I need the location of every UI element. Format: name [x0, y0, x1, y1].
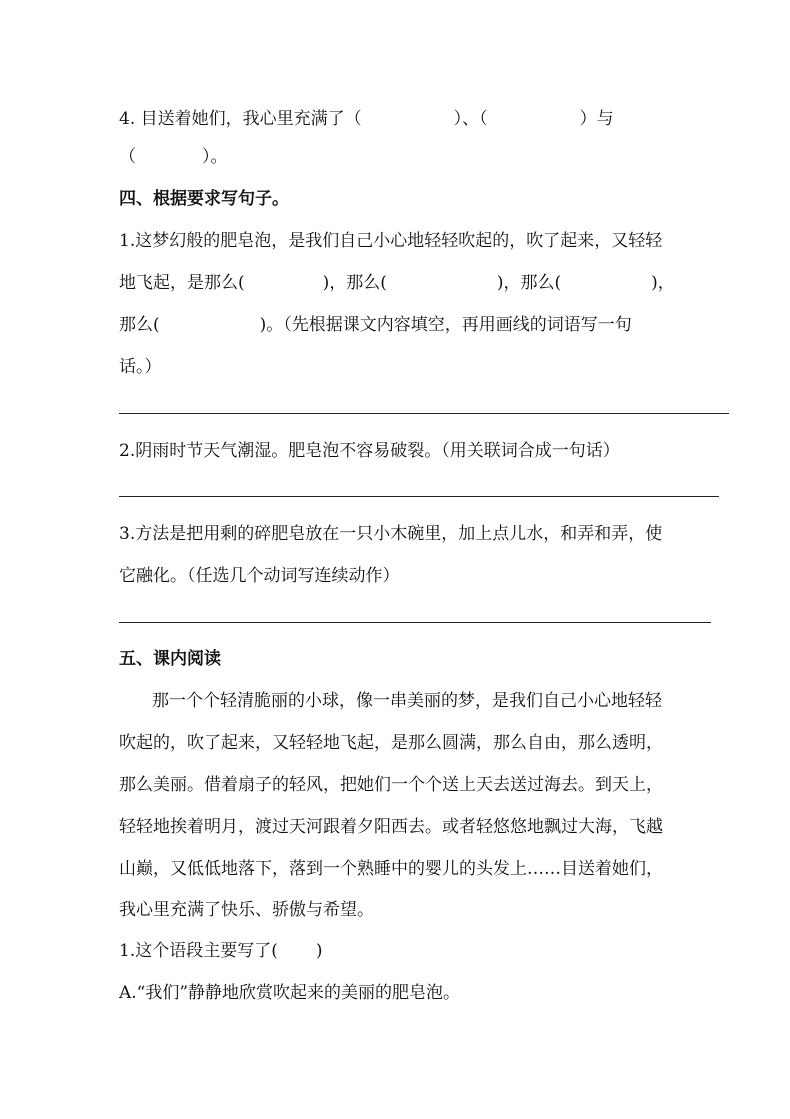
- passage-line-6: 我心里充满了快乐、骄傲与希望。: [119, 900, 374, 920]
- q4-text-close: ）。: [202, 147, 228, 167]
- s4-q1-text-f: )。（先根据课文内容填空，再用画线的词语写一句: [259, 315, 632, 335]
- s4-q3-line-2: 它融化。（任选几个动词写连续动作）: [119, 566, 400, 586]
- s4-q2-text: 2.阴雨时节天气潮湿。肥皂泡不容易破裂。（用关联词合成一句话）: [119, 441, 620, 461]
- s5-q1-stem: [119, 940, 323, 962]
- q4-text-mid1: ）、（: [453, 109, 488, 129]
- s4-q1-line-1: 1.这梦幻般的肥皂泡，是我们自己小心地轻轻吹起的，吹了起来，又轻轻: [119, 231, 663, 251]
- passage-line-3: 那么美丽。借着扇子的轻风，把她们一个个送上天去送过海去。到天上，: [119, 775, 663, 795]
- s5-q1-text: 1.这个语段主要写了(: [119, 941, 278, 961]
- s4-q1-text-c: )，那么(: [496, 273, 562, 293]
- section4-title: 四、根据要求写句子。: [119, 189, 289, 209]
- q4-text-open: （: [119, 147, 136, 167]
- passage-line-2: 吹起的，吹了起来，又轻轻地飞起，是那么圆满，那么自由，那么透明，: [119, 733, 663, 753]
- q4-line-1: [119, 108, 614, 130]
- section5-title: 五、课内阅读: [119, 649, 221, 669]
- q4-line-2: [119, 146, 228, 168]
- s4-q1-answer-line[interactable]: [119, 413, 729, 415]
- s4-q1-text-a: 地飞起，是那么(: [119, 273, 245, 293]
- s4-q1-line-2: [119, 272, 675, 294]
- q4-text-mid2: ）与: [579, 109, 614, 129]
- s5-q1-close: ): [315, 941, 323, 961]
- s4-q1-line-3: [119, 314, 632, 336]
- passage-line-1: 那一个个轻清脆丽的小球，像一串美丽的梦，是我们自己小心地轻轻: [152, 691, 662, 711]
- s4-q1-text-e: 那么(: [119, 315, 160, 335]
- s4-q1-text-d: )，: [651, 273, 675, 293]
- q4-text-prefix: 4. 目送着她们，我心里充满了（: [119, 109, 362, 129]
- passage-line-5: 山巅，又低低地落下，落到一个熟睡中的婴儿的头发上……目送着她们，: [119, 859, 663, 879]
- s4-q1-line-4: 话。）: [119, 357, 162, 377]
- passage-line-4: 轻轻地挨着明月，渡过天河跟着夕阳西去。或者轻悠悠地飘过大海，飞越: [119, 817, 663, 837]
- s4-q1-text-b: )，那么(: [322, 273, 387, 293]
- s5-q1-option-a[interactable]: A.“我们”静静地欣赏吹起来的美丽的肥皂泡。: [119, 983, 461, 1003]
- s4-q2-answer-line[interactable]: [119, 496, 719, 498]
- s4-q3-answer-line[interactable]: [119, 622, 711, 624]
- s4-q3-line-1: 3.方法是把用剩的碎肥皂放在一只小木碗里，加上点儿水，和弄和弄，使: [119, 524, 663, 544]
